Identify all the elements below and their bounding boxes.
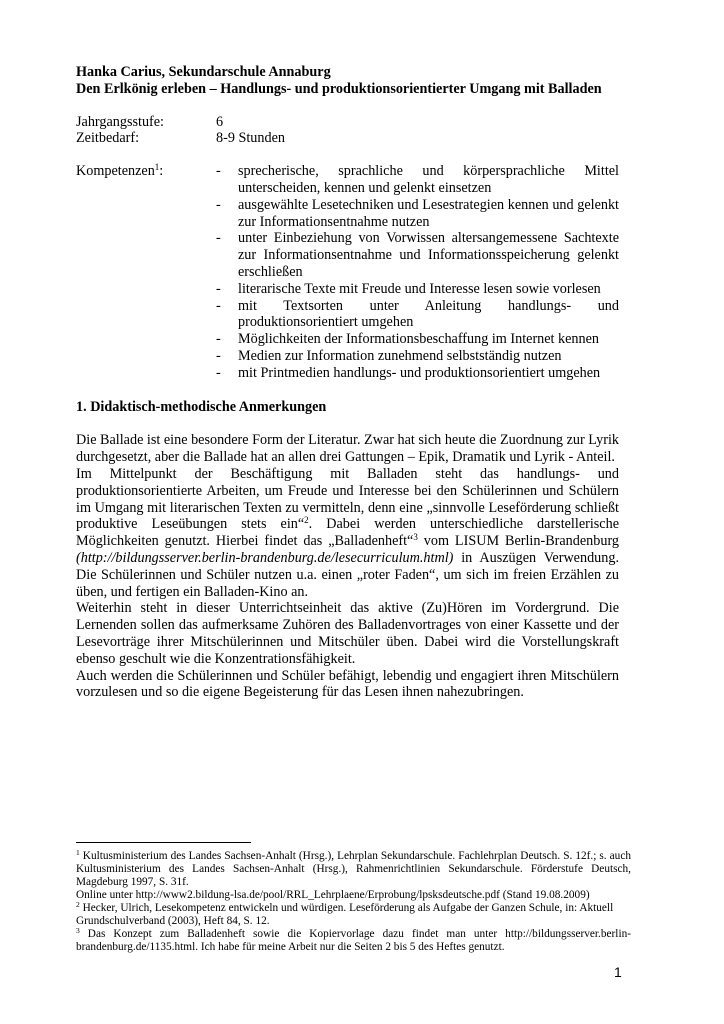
competency-item xyxy=(216,365,619,382)
time-value: 8-9 Stunden xyxy=(216,130,285,147)
grade-row xyxy=(76,114,619,131)
section-heading: 1. Didaktisch-methodische Anmerkungen xyxy=(76,398,327,415)
competency-item xyxy=(216,298,619,332)
footnote-ref-3[interactable]: 3 xyxy=(413,532,418,543)
footnote-2: $^2$ Hecker, Ulrich, Lesekompetenz entwickeln und würdigen. Leseförderung als Aufgabe der Ganzen Schule, in: Aktuell Grundschulverband (2003), Heft 84, S. 12. xyxy=(76,900,614,927)
competencies-block xyxy=(76,163,619,381)
page-number: 1 xyxy=(614,964,622,980)
footnote-ref-2[interactable]: 2 xyxy=(304,515,309,526)
bullet-dash: - xyxy=(216,163,221,180)
competency-item xyxy=(216,163,619,197)
bullet-dash: - xyxy=(216,230,221,247)
competency-item xyxy=(216,331,619,348)
bullet-dash: - xyxy=(216,196,221,213)
competency-text: literarische Texte mit Freude und Interesse lesen sowie vorlesen xyxy=(238,280,601,297)
grade-value: 6 xyxy=(216,113,224,130)
time-label: Zeitbedarf: xyxy=(76,130,140,147)
competency-text: Medien zur Information zunehmend selbstständig nutzen xyxy=(238,347,562,364)
bullet-dash: - xyxy=(216,297,221,314)
footnote-1-online: Online unter http://www2.bildung-lsa.de/pool/RRL_Lehrplaene/Erprobung/lpsksdeutsche.pdf (Stand 19.08.2009) xyxy=(76,889,590,901)
competency-item xyxy=(216,230,619,280)
footnote-3: $^3$ Das Konzept zum Balladenheft sowie die Kopiervorlage dazu findet man unter http://bildungsserver.berlin-brandenburg.de/1135.html. Ich habe für meine Arbeit nur die Seiten 2 bis 5 des Heftes genutzt. xyxy=(76,926,631,953)
bullet-dash: - xyxy=(216,347,221,364)
competency-text: mit Textsorten unter Anleitung handlungs- und produktionsorientiert umgehen xyxy=(238,297,619,331)
bullet-dash: - xyxy=(216,280,221,297)
competency-item xyxy=(216,281,619,298)
lisum-link[interactable]: (http://bildungsserver.berlin-brandenburg.de/lesecurriculum.html) xyxy=(76,549,454,566)
footnote-ref-1[interactable]: 1 xyxy=(154,162,160,173)
paragraph-3: Weiterhin steht in dieser Unterrichtseinheit das aktive (Zu)Hören im Vordergrund. Die Lernenden sollen das aufmerksame Zuhören des Balladenvortrages von einer Kassette und der Lesevorträge ihrer Mitschülerinnen und Mitschüler üben. Dabei wird die Vorstellungskraft ebenso geschult wie die Konzentrationsfähigkeit. xyxy=(76,600,619,667)
paragraph-2: Im Mittelpunkt der Beschäftigung mit Balladen steht das handlungs- und produktionsorientierte Arbeiten, um Freude und Interesse bei den Schülerinnen und Schülern im Umgang mit literarischen Texten zu vermitteln, denn eine „sinnvolle Leseförderung schließt produktive Leseübungen stets ein“$^2$. Dabei werden unterschiedliche darstellerische Möglichkeiten genutzt. Hierbei findet das „Balladenheft“$^3$ vom LISUM Berlin-Brandenburg (http://bildungsserver.berlin-brandenburg.de/lesecurriculum.html) in Auszügen Verwendung. Die Schülerinnen und Schüler nutzen u.a. einen „roter Faden“, um sich im freien Erzählen zu üben, und fertigen ein Balladen-Kino an. xyxy=(76,465,620,600)
bullet-dash: - xyxy=(216,331,221,348)
competency-text: unter Einbeziehung von Vorwissen altersangemessene Sachtexte zur Informationsentnahme und Informationsspeicherung gelenkt erschließen xyxy=(238,230,619,280)
competency-text: mit Printmedien handlungs- und produktionsorientiert umgehen xyxy=(238,364,601,381)
footnotes xyxy=(76,850,631,954)
competency-item xyxy=(216,197,619,231)
competency-item xyxy=(216,348,619,365)
competency-text: sprecherische, sprachliche und körpersprachliche Mittel unterscheiden, kennen und gelenkt einsetzen xyxy=(238,163,619,196)
paragraph-4: Auch werden die Schülerinnen und Schüler befähigt, lebendig und engagiert ihren Mitschülern vorzulesen und so die eigene Begeisterung für das Lesen ihnen nahezubringen. xyxy=(76,667,619,701)
document-title: Den Erlkönig erleben – Handlungs- und produktionsorientierter Umgang mit Balladen xyxy=(76,80,602,97)
paragraph-1: Die Ballade ist eine besondere Form der Literatur. Zwar hat sich heute die Zuordnung zur Lyrik durchgesetzt, aber die Ballade hat an allen drei Gattungen – Epik, Dramatik und Lyrik - Anteil. xyxy=(76,432,619,466)
time-row xyxy=(76,130,619,147)
competency-text: ausgewählte Lesetechniken und Lesestrategien kennen und gelenkt zur Informationsentnahme nutzen xyxy=(238,196,619,230)
document-page xyxy=(76,64,619,701)
grade-label: Jahrgangsstufe: xyxy=(76,113,164,130)
competencies-list xyxy=(216,163,619,381)
competencies-label: Kompetenzen$^1$: xyxy=(76,162,164,180)
bullet-dash: - xyxy=(216,364,221,381)
competency-text: Möglichkeiten der Informationsbeschaffung im Internet kennen xyxy=(238,331,600,348)
footnote-1: $^1$ Kultusministerium des Landes Sachsen-Anhalt (Hrsg.), Lehrplan Sekundarschule. Fachlehrplan Deutsch. S. 12f.; s. auch Kultusministerium des Landes Sachsen-Anhalt (Hrsg.), Rahmenrichtlinien Sekundarschule. Förderstufe Deutsch, Magdeburg 1997, S. 31f. xyxy=(76,848,631,888)
footnote-separator xyxy=(76,842,251,843)
author-line: Hanka Carius, Sekundarschule Annaburg xyxy=(76,64,331,80)
